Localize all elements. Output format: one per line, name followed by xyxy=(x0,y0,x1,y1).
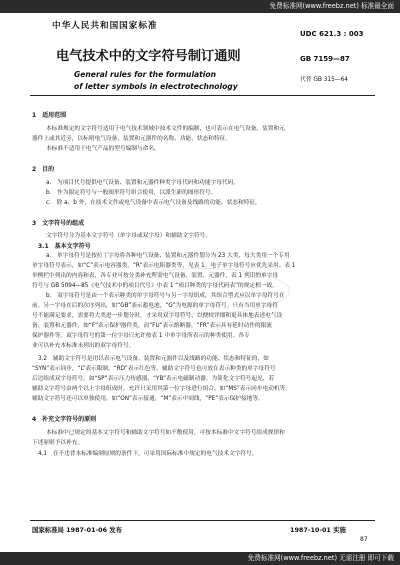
section-heading: 1 适用范围 xyxy=(32,112,67,119)
document-title-en-line1: General rules for the formulation xyxy=(74,70,217,79)
body-line: “SYN”表示同步，“L”表示限制，“RD”表示红色等。辅助文字符号也可放在表示种类的单字母符号 xyxy=(32,366,276,372)
page-number: 87 xyxy=(360,536,368,543)
top-banner-text: 免费标准网(www.freebz.net) 标准最全面 xyxy=(269,2,394,10)
body-line: 辅助文字符号还可以单独使用，如“ON”表示接通，“M”表示中间线，“PE”表示保护接地等。 xyxy=(32,396,264,402)
effective-date: 1987-10-01 实施 xyxy=(290,526,346,534)
body-line: 举例栏中列出的内容和表，各专业可按分类补充所需电气设备、装置、元器件，表 1 列出的单字母 xyxy=(32,273,279,279)
body-line: 后边组成双字母符号，如“SP”表示压力传感器，“YB”表示电磁制动器。为简化文字符号起见，若 xyxy=(32,376,275,382)
body-line: 本标准不适用于电气产品的型号编制与命名。 xyxy=(46,146,160,152)
body-line: b. 作为限定符号与一般图形符号组合使用，以派生新的图形符号。 xyxy=(46,190,217,196)
body-line: 符号与 GB 5094—85《电气技术中的项目代号》中表 1 “项目种类的字母代码表”的规定相一致。 xyxy=(32,283,278,289)
top-banner xyxy=(0,0,400,13)
section-heading: 3 文字符号的组成 xyxy=(32,220,85,227)
standard-number: GB 7159—87 xyxy=(300,55,350,63)
body-line: 号不能满足要求，需要将大类进一步划分时，才采用双字母符号，以便较详细和更具体地表述电气设 xyxy=(32,313,283,319)
document-title-cn: 电气技术中的文字符号制订通则 xyxy=(56,49,241,64)
section-heading: 4 补充文字符号的原则 xyxy=(32,416,97,423)
subsection-heading: 3.1 基本文字符号 xyxy=(38,243,91,250)
body-line: b. 双字母符号是由一个表示种类的单字母符号与另一字母组成，其组合型式应以单字母符号在 xyxy=(46,293,285,299)
body-line: 业可以补充本标准未列出的双字母符号。 xyxy=(32,343,135,349)
bottom-banner xyxy=(0,552,400,565)
standard-type: 中华人民共和国国家标准 xyxy=(52,21,158,31)
bottom-banner-text: 免费标准网(www.freebz.net) 无需注册 即可下载 xyxy=(247,554,394,562)
udc-code: UDC 621.3 : 003 xyxy=(300,30,364,38)
replaces-standard: 代替 GB 315—64 xyxy=(300,77,348,83)
body-line: 下述原则予以补充。 xyxy=(32,440,84,446)
body-line: c. 除 a、b 外，在技术文件或电气设备中表示电气设备及线路的功能、状态和特征。 xyxy=(46,200,261,206)
body-line: 单字母符号表示，如“C”表示电容器类，“R”表示电阻器类等，见表 1。电子单字母符号应优先采用。表 1 xyxy=(32,263,296,269)
body-line: 文字符号分为基本文字符号（单字母或双字母）和辅助文字符号。 xyxy=(46,233,211,239)
body-line: 器件上或其近旁，以标明电气设备、装置和元器件的名称、功能、状态和特征。 xyxy=(32,136,232,142)
body-line: 本标准中已规定的基本文字符号和辅助文字符号如不敷使用，可按本标准中文字符号组成规律和 xyxy=(46,430,285,436)
issue-date: 国家标准局 1987-01-06 发布 xyxy=(32,526,123,534)
body-line: 4.1 在不违背本标准编制原则的条件下，可采用国际标准中规定的电气技术文字符号。 xyxy=(38,451,258,457)
body-line: 3.2 辅助文字符号是用以表示电气设备、装置和元器件以及线路的功能、状态和特征的，如 xyxy=(38,356,269,362)
body-line: 前、另一字母在后的次序列出，如“GB”表示蓄电池，“G”为电源的单字母符号。只有当用单字母符 xyxy=(32,303,278,309)
body-line: 备、装置和元器件，如“F”表示保护器件类，而“FU”表示熔断器，“FR”表示具有延时动作的限流 xyxy=(32,323,272,329)
section-heading: 2 目的 xyxy=(32,166,55,173)
header-divider xyxy=(30,95,375,96)
body-line: 本标准规定的文字符号适用于电气技术领域中技术文件的编制，也可表示在电气设备、装置和元 xyxy=(46,126,285,132)
body-line: 保护器件等。双字母符号的第一位字母只允许按表 1 中单字母所表示的种类使用。各专 xyxy=(32,333,250,339)
document-title-en-line2: of letter symbols in electrotechnology xyxy=(74,82,238,91)
body-line: a. 单字母符号是按拉丁字母将各种电气设备、装置和元器件划分为 23 大类，每大类用一个专用 xyxy=(46,253,290,259)
footer-divider xyxy=(30,520,375,521)
body-line: a. 为项目代号提供电气设备、装置和元器件种类字母代码和功能字母代码。 xyxy=(46,180,239,186)
body-line: 辅助文字符号由两个以上字母组成时，允许只采用其第一位字母进行组合，如“MS”表示同步电动机等。 xyxy=(32,386,291,392)
